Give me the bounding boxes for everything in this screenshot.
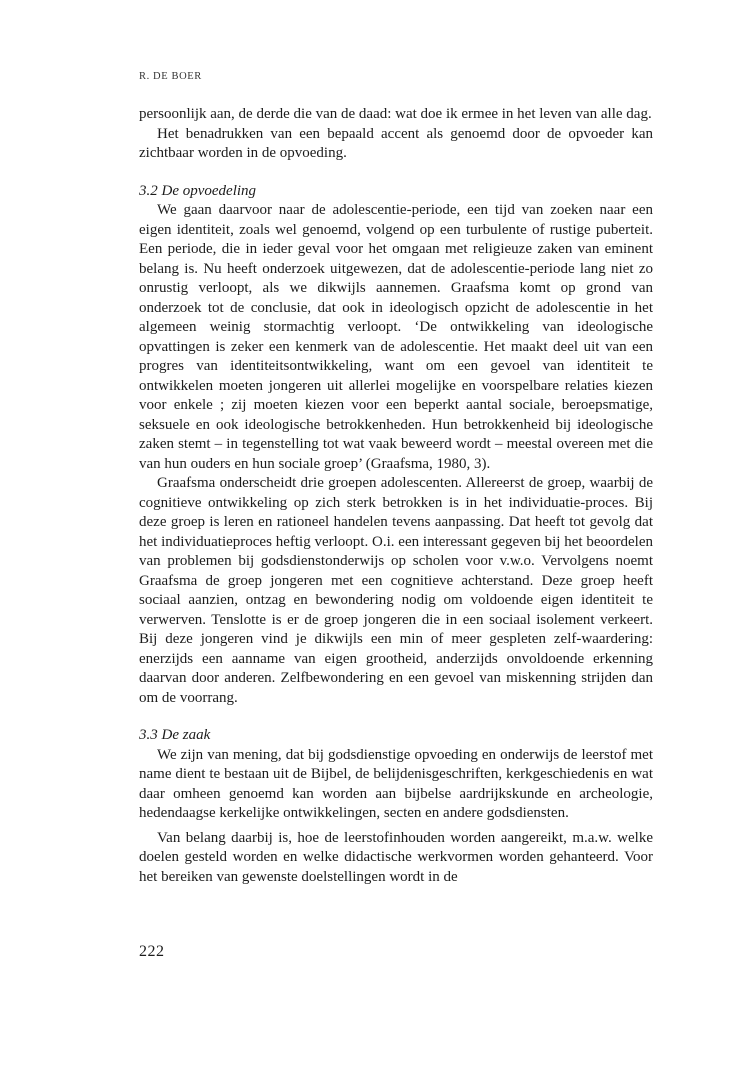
page-number: 222 [139, 943, 165, 960]
paragraph: Graafsma onderscheidt drie groepen adolescenten. Allereerst de groep, waarbij de cognitieve ontwikkeling op zich sterk betrokken is in het individuatie-proces. Bij deze groep is leren en rationeel handelen tevens aanpassing. Dat heeft tot gevolg dat het individuatieproces heftig verloopt. O.i. een interessant gegeven bij het beoordelen van problemen bij godsdienstonderwijs op scholen voor v.w.o. Vervolgens noemt Graafsma de groep jongeren met een cognitieve achterstand. Deze groep heeft sociaal aanzien, ontzag en bewondering nodig om voldoende eigen identiteit te verwerven. Tenslotte is er de groep jongeren die in een sociaal isolement verkeert. Bij deze jongeren vind je dikwijls een min of meer gespleten zelf-waardering: enerzijds een aanname van eigen grootheid, anderzijds onvoldoende erkenning daarvan door anderen. Zelfbewondering en een gevoel van miskenning strijden dan om de voorrang. [139, 475, 653, 706]
paragraph: Het benadrukken van een bepaald accent als genoemd door de opvoeder kan zichtbaar worden in de opvoeding. [139, 125, 653, 161]
section-heading-3-3: 3.3 De zaak [139, 727, 211, 743]
section-heading-3-2: 3.2 De opvoedeling [139, 182, 257, 199]
paragraph: We gaan daarvoor naar de adolescentie-periode, een tijd van zoeken naar een eigen identiteit, zoals wel genoemd, volgend op een turbulente of rustige puberteit. Een periode, die in ieder geval voor het omgaan met religieuze zaken van eminent belang is. Nu heeft onderzoek uitgewezen, dat de adolescentie-periode lang niet zo onrustig verloopt, als we dikwijls aannemen. Graafsma komt op grond van onderzoek tot de conclusie, dat ook in ideologisch opzicht de adolescentie in het algemeen weinig stormachtig verloopt. ‘De ontwikkeling van ideologische opvattingen is zeker een kenmerk van de adolescentie. Het maakt deel uit van een progres van identiteitsontwikkeling, want om een gevoel van identiteit te ontwikkelen moeten jongeren uit allerlei mogelijke en voorspelbare relaties kiezen voor enkele ; zij moeten kiezen voor een beperkt aantal sociale, beroepsmatige, seksuele en ook ideologische betrokkenheden. Hun betrokkenheid bij ideologische zaken stemt – in tegenstelling tot wat vaak beweerd wordt – meestal overeen met die van hun ouders en hun sociale groep’ (Graafsma, 1980, 3). [139, 202, 653, 472]
paragraph: Van belang daarbij is, hoe de leerstofinhouden worden aangereikt, m.a.w. welke doelen gesteld worden en welke didactische werkvormen worden gehanteerd. Voor het bereiken van gewenste doelstellingen wordt in de [139, 829, 653, 885]
body-text [139, 105, 653, 887]
running-head: R. DE BOER [139, 71, 202, 82]
paragraph: We zijn van mening, dat bij godsdienstige opvoeding en onderwijs de leerstof met name dient te bestaan uit de Bijbel, de belijdenisgeschriften, kerkgeschiedenis en wat daar omheen genoemd kan worden aan bijbelse aardrijkskunde en archeologie, hedendaagse kerkelijke ontwikkelingen, secten en andere godsdiensten. [139, 746, 653, 821]
paragraph-continued: persoonlijk aan, de derde die van de daad: wat doe ik ermee in het leven van alle dag. [139, 106, 652, 122]
